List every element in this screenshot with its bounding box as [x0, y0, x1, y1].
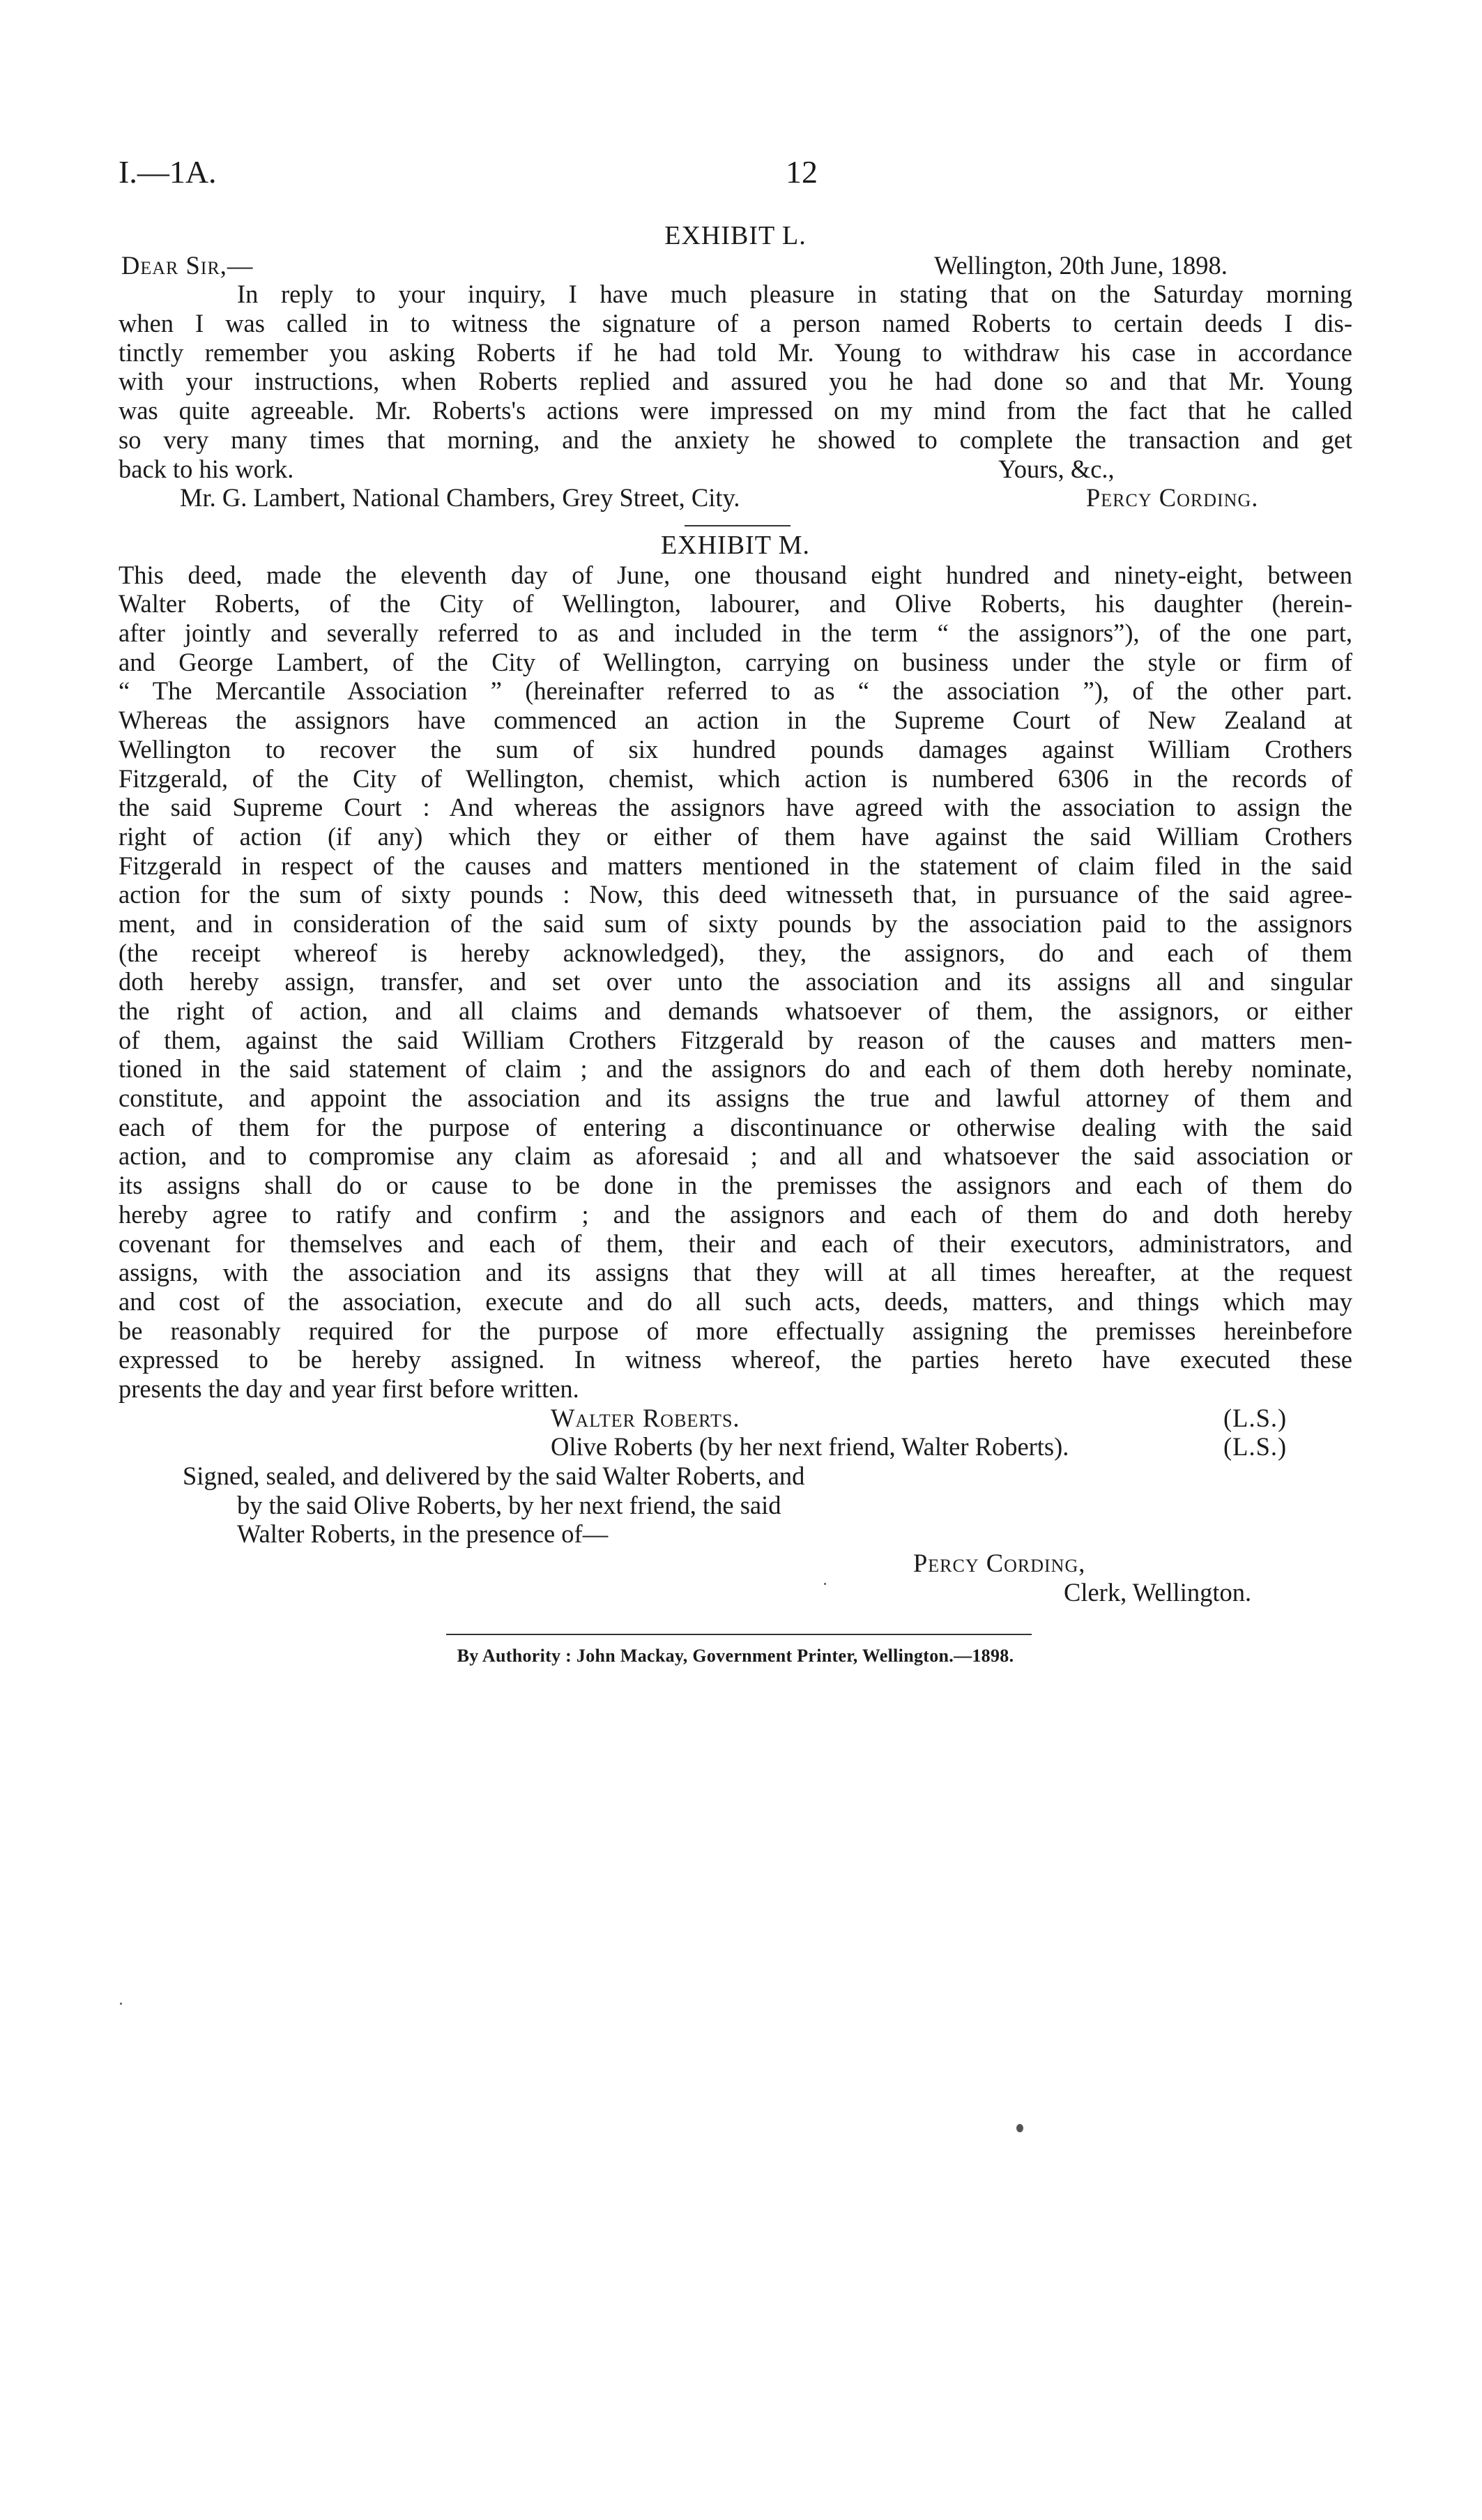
deed-line: tioned in the said statement of claim ; and the assignors do and each of them doth hereby nominate,	[119, 1054, 1352, 1084]
deed-line: Fitzgerald, of the City of Wellington, chemist, which action is numbered 6306 in the records of	[119, 764, 1352, 793]
letter-line: with your instructions, when Roberts replied and assured you he had done so and that Mr. Young	[119, 367, 1352, 396]
exhibit-l-section	[119, 222, 1352, 513]
scan-speck	[1016, 2124, 1023, 2132]
letter-line: so very many times that morning, and the anxiety he showed to complete the transaction and get	[119, 425, 1352, 454]
deed-line: each of them for the purpose of entering a discontinuance or otherwise dealing with the said	[119, 1112, 1352, 1141]
deed-line: covenant for themselves and each of them, their and each of their executors, administrators, and	[119, 1229, 1352, 1258]
salutation: Dear Sir,—	[121, 250, 254, 280]
signatory-walter: Walter Roberts.	[551, 1403, 740, 1432]
deed-line: “ The Mercantile Association ” (hereinafter referred to as “ the association ”), of the other part.	[119, 676, 1352, 706]
deed-line: hereby agree to ratify and confirm ; and the assignors and each of them do and doth hereby	[119, 1199, 1352, 1229]
printer-imprint: By Authority : John Mackay, Government Printer, Wellington.—1898.	[457, 1646, 1014, 1666]
attestation-line: Walter Roberts, in the presence of—	[237, 1519, 609, 1549]
deed-line: the right of action, and all claims and demands whatsoever of them, the assignors, or either	[119, 996, 1352, 1025]
section-divider	[685, 525, 790, 526]
deed-line: This deed, made the eleventh day of June, one thousand eight hundred and ninety-eight, between	[119, 560, 1352, 589]
deed-last-line: presents the day and year first before written.	[119, 1374, 579, 1403]
signatory-olive: Olive Roberts (by her next friend, Walter Roberts).	[551, 1432, 1069, 1462]
deed-line: its assigns shall do or cause to be done in the premisses the assignors and each of them do	[119, 1171, 1352, 1200]
deed-line: action for the sum of sixty pounds : Now, this deed witnesseth that, in pursuance of the said agree-	[119, 880, 1352, 909]
witness-title: Clerk, Wellington.	[1064, 1577, 1252, 1607]
paper-reference: I.—1A.	[119, 154, 217, 190]
letter-line: In reply to your inquiry, I have much pleasure in stating that on the Saturday morning	[237, 280, 1352, 309]
deed-line: (the receipt whereof is hereby acknowledged), they, the assignors, do and each of them	[119, 938, 1352, 967]
letter-last-line: back to his work.	[119, 454, 294, 483]
letter-closing-row	[119, 455, 1352, 484]
deed-line: and cost of the association, execute and do all such acts, deeds, matters, and things which may	[119, 1286, 1352, 1316]
deed-line: constitute, and appoint the association and its assigns the true and lawful attorney of them and	[119, 1084, 1352, 1113]
place-date: Wellington, 20th June, 1898.	[934, 250, 1228, 280]
deed-line: right of action (if any) which they or either of them have against the said William Crothers	[119, 821, 1352, 851]
letter-line: tinctly remember you asking Roberts if he had told Mr. Young to withdraw his case in accordance	[119, 337, 1352, 367]
deed-line: be reasonably required for the purpose of more effectually assigning the premisses hereinbefore	[119, 1316, 1352, 1345]
witness-name-row	[119, 1549, 1352, 1578]
signatory-row	[119, 1404, 1352, 1433]
letter-line: when I was called in to witness the signature of a person named Roberts to certain deeds I dis-	[119, 309, 1352, 338]
seal-marker: (L.S.)	[1223, 1432, 1288, 1462]
deed-line: Wellington to recover the sum of six hundred pounds damages against William Crothers	[119, 734, 1352, 764]
attestation-line: by the said Olive Roberts, by her next friend, the said	[237, 1490, 781, 1519]
seal-marker: (L.S.)	[1223, 1403, 1288, 1432]
deed-line: ment, and in consideration of the said sum of sixty pounds by the association paid to the assignors	[119, 909, 1352, 938]
letter-signature-row	[119, 483, 1352, 513]
exhibit-m-title: EXHIBIT M.	[660, 531, 811, 560]
deed-line: the said Supreme Court : And whereas the assignors have agreed with the association to assign the	[119, 793, 1352, 822]
deed-line: Whereas the assignors have commenced an action in the Supreme Court of New Zealand at	[119, 706, 1352, 735]
scan-speck	[120, 2003, 122, 2005]
signatory-row	[119, 1432, 1352, 1462]
deed-line: Walter Roberts, of the City of Wellington, labourer, and Olive Roberts, his daughter (herein-	[119, 589, 1352, 618]
page-number: 12	[786, 154, 818, 190]
deed-line: assigns, with the association and its assigns that they will at all times hereafter, at the request	[119, 1258, 1352, 1287]
witness-name: Percy Cording,	[913, 1549, 1086, 1578]
deed-line: after jointly and severally referred to as and included in the term “ the assignors”), of the one part,	[119, 618, 1352, 648]
exhibit-m-section	[119, 531, 1352, 1607]
deed-line: and George Lambert, of the City of Wellington, carrying on business under the style or firm of	[119, 647, 1352, 676]
exhibit-l-title: EXHIBIT L.	[664, 221, 807, 250]
witness-title-row	[119, 1578, 1352, 1607]
letter-line: was quite agreeable. Mr. Roberts's actions were impressed on my mind from the fact that he called	[119, 396, 1352, 425]
exhibit-l-heading-row	[119, 251, 1352, 280]
addressee: Mr. G. Lambert, National Chambers, Grey Street, City.	[180, 483, 740, 513]
letter-signature: Percy Cording.	[1086, 483, 1259, 513]
attestation-line: Signed, sealed, and delivered by the said Walter Roberts, and	[183, 1462, 805, 1490]
deed-line: doth hereby assign, transfer, and set over unto the association and its assigns all and singular	[119, 967, 1352, 996]
letter-closing: Yours, &c.,	[998, 454, 1115, 483]
deed-line: of them, against the said William Crothers Fitzgerald by reason of the causes and matters men-	[119, 1025, 1352, 1054]
deed-line: expressed to be hereby assigned. In witness whereof, the parties hereto have executed these	[119, 1345, 1352, 1374]
page-header	[119, 139, 1352, 195]
footer-rule	[446, 1634, 1032, 1635]
deed-line: Fitzgerald in respect of the causes and matters mentioned in the statement of claim filed in the said	[119, 851, 1352, 880]
deed-line: action, and to compromise any claim as aforesaid ; and all and whatsoever the said association or	[119, 1141, 1352, 1171]
scan-speck	[824, 1583, 826, 1585]
